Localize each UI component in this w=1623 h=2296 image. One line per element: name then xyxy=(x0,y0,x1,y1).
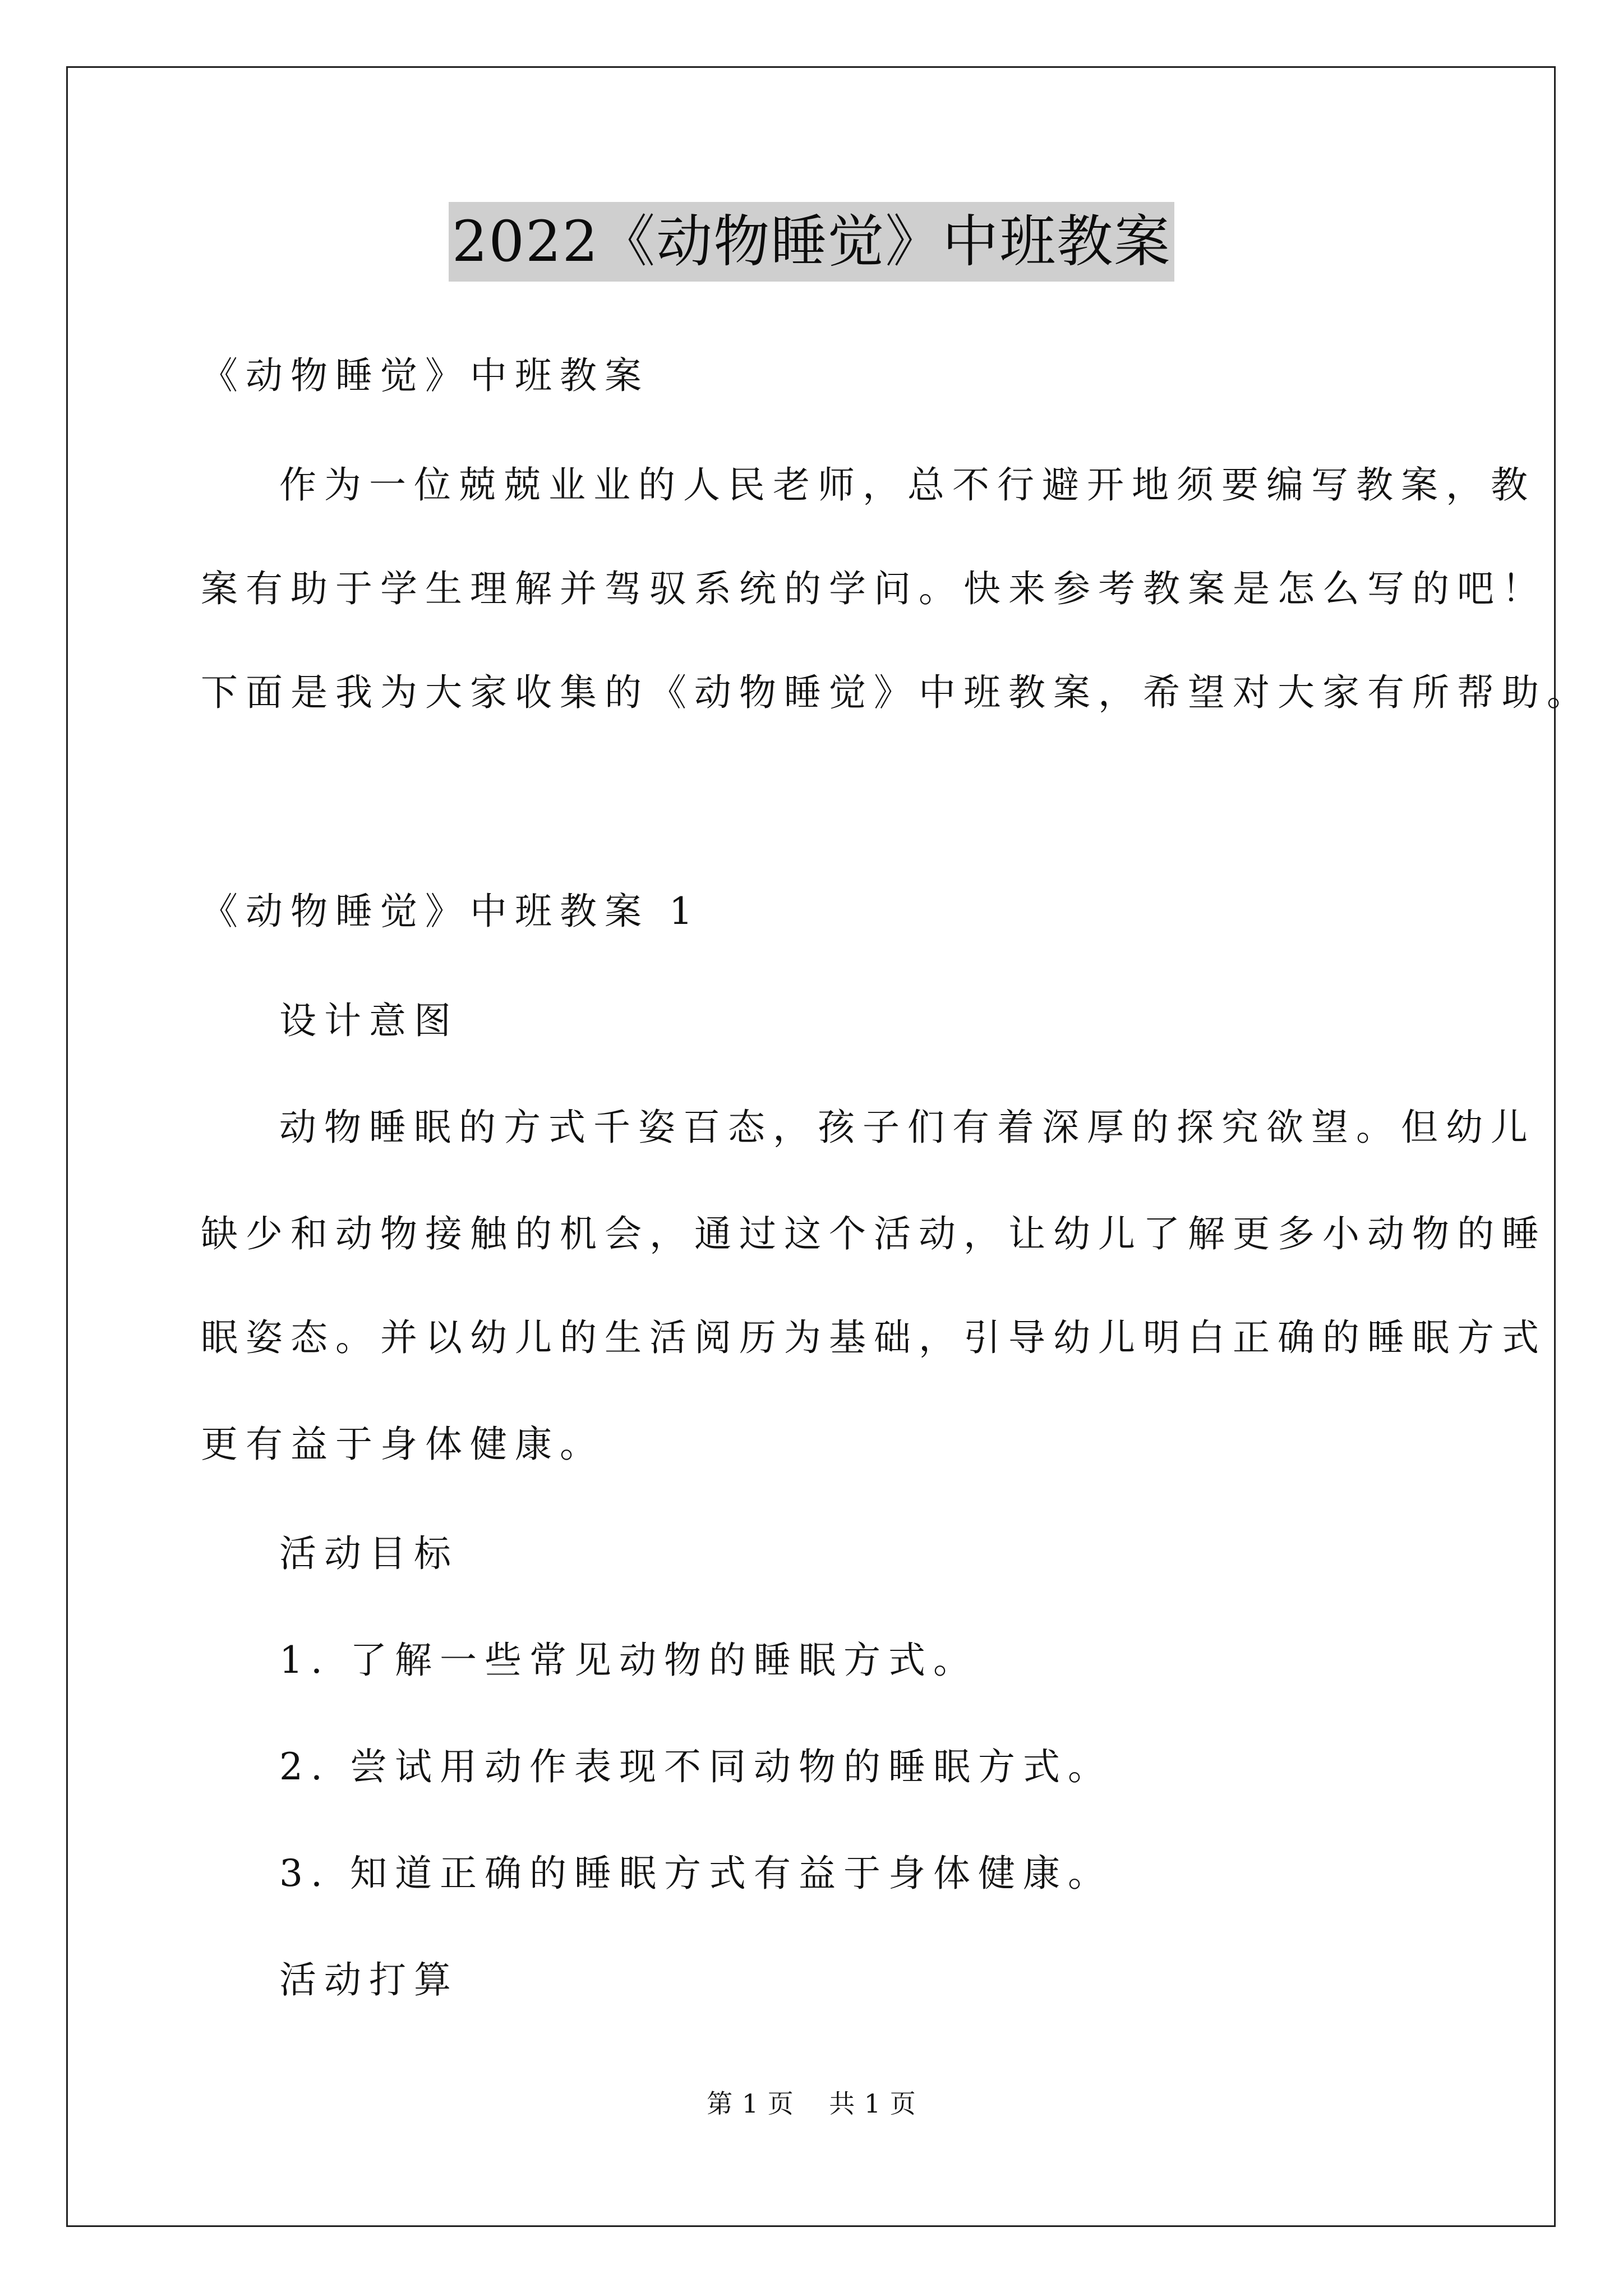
section-heading: 《动物睡觉》中班教案 1 xyxy=(201,890,700,933)
page-footer: 第 1 页 共 1 页 xyxy=(707,2088,916,2119)
title-container xyxy=(0,202,1623,282)
design-para-line-1: 动物睡眠的方式千姿百态，孩子们有着深厚的探究欲望。但幼儿 xyxy=(279,1106,1536,1149)
preparation-heading: 活动打算 xyxy=(279,1958,459,2001)
design-para-line-4: 更有益于身体健康。 xyxy=(201,1423,605,1466)
goal-item-3: 3. 知道正确的睡眠方式有益于身体健康。 xyxy=(279,1852,1113,1895)
goal-item-2: 2. 尝试用动作表现不同动物的睡眠方式。 xyxy=(279,1745,1113,1788)
subtitle-line: 《动物睡觉》中班教案 xyxy=(201,354,649,397)
intro-line-3: 下面是我为大家收集的《动物睡觉》中班教案，希望对大家有所帮助。 xyxy=(201,671,1592,714)
intro-line-1: 作为一位兢兢业业的人民老师，总不行避开地须要编写教案，教 xyxy=(279,463,1536,507)
design-para-line-2: 缺少和动物接触的机会，通过这个活动，让幼儿了解更多小动物的睡 xyxy=(201,1212,1547,1255)
design-intent-heading: 设计意图 xyxy=(279,999,459,1042)
goal-item-1: 1. 了解一些常见动物的睡眠方式。 xyxy=(279,1639,978,1682)
document-title: 2022《动物睡觉》中班教案 xyxy=(449,202,1175,282)
intro-line-2: 案有助于学生理解并驾驭系统的学问。快来参考教案是怎么写的吧！ xyxy=(201,567,1547,610)
design-para-line-3: 眠姿态。并以幼儿的生活阅历为基础，引导幼儿明白正确的睡眠方式 xyxy=(201,1316,1547,1359)
goals-heading: 活动目标 xyxy=(279,1532,459,1575)
